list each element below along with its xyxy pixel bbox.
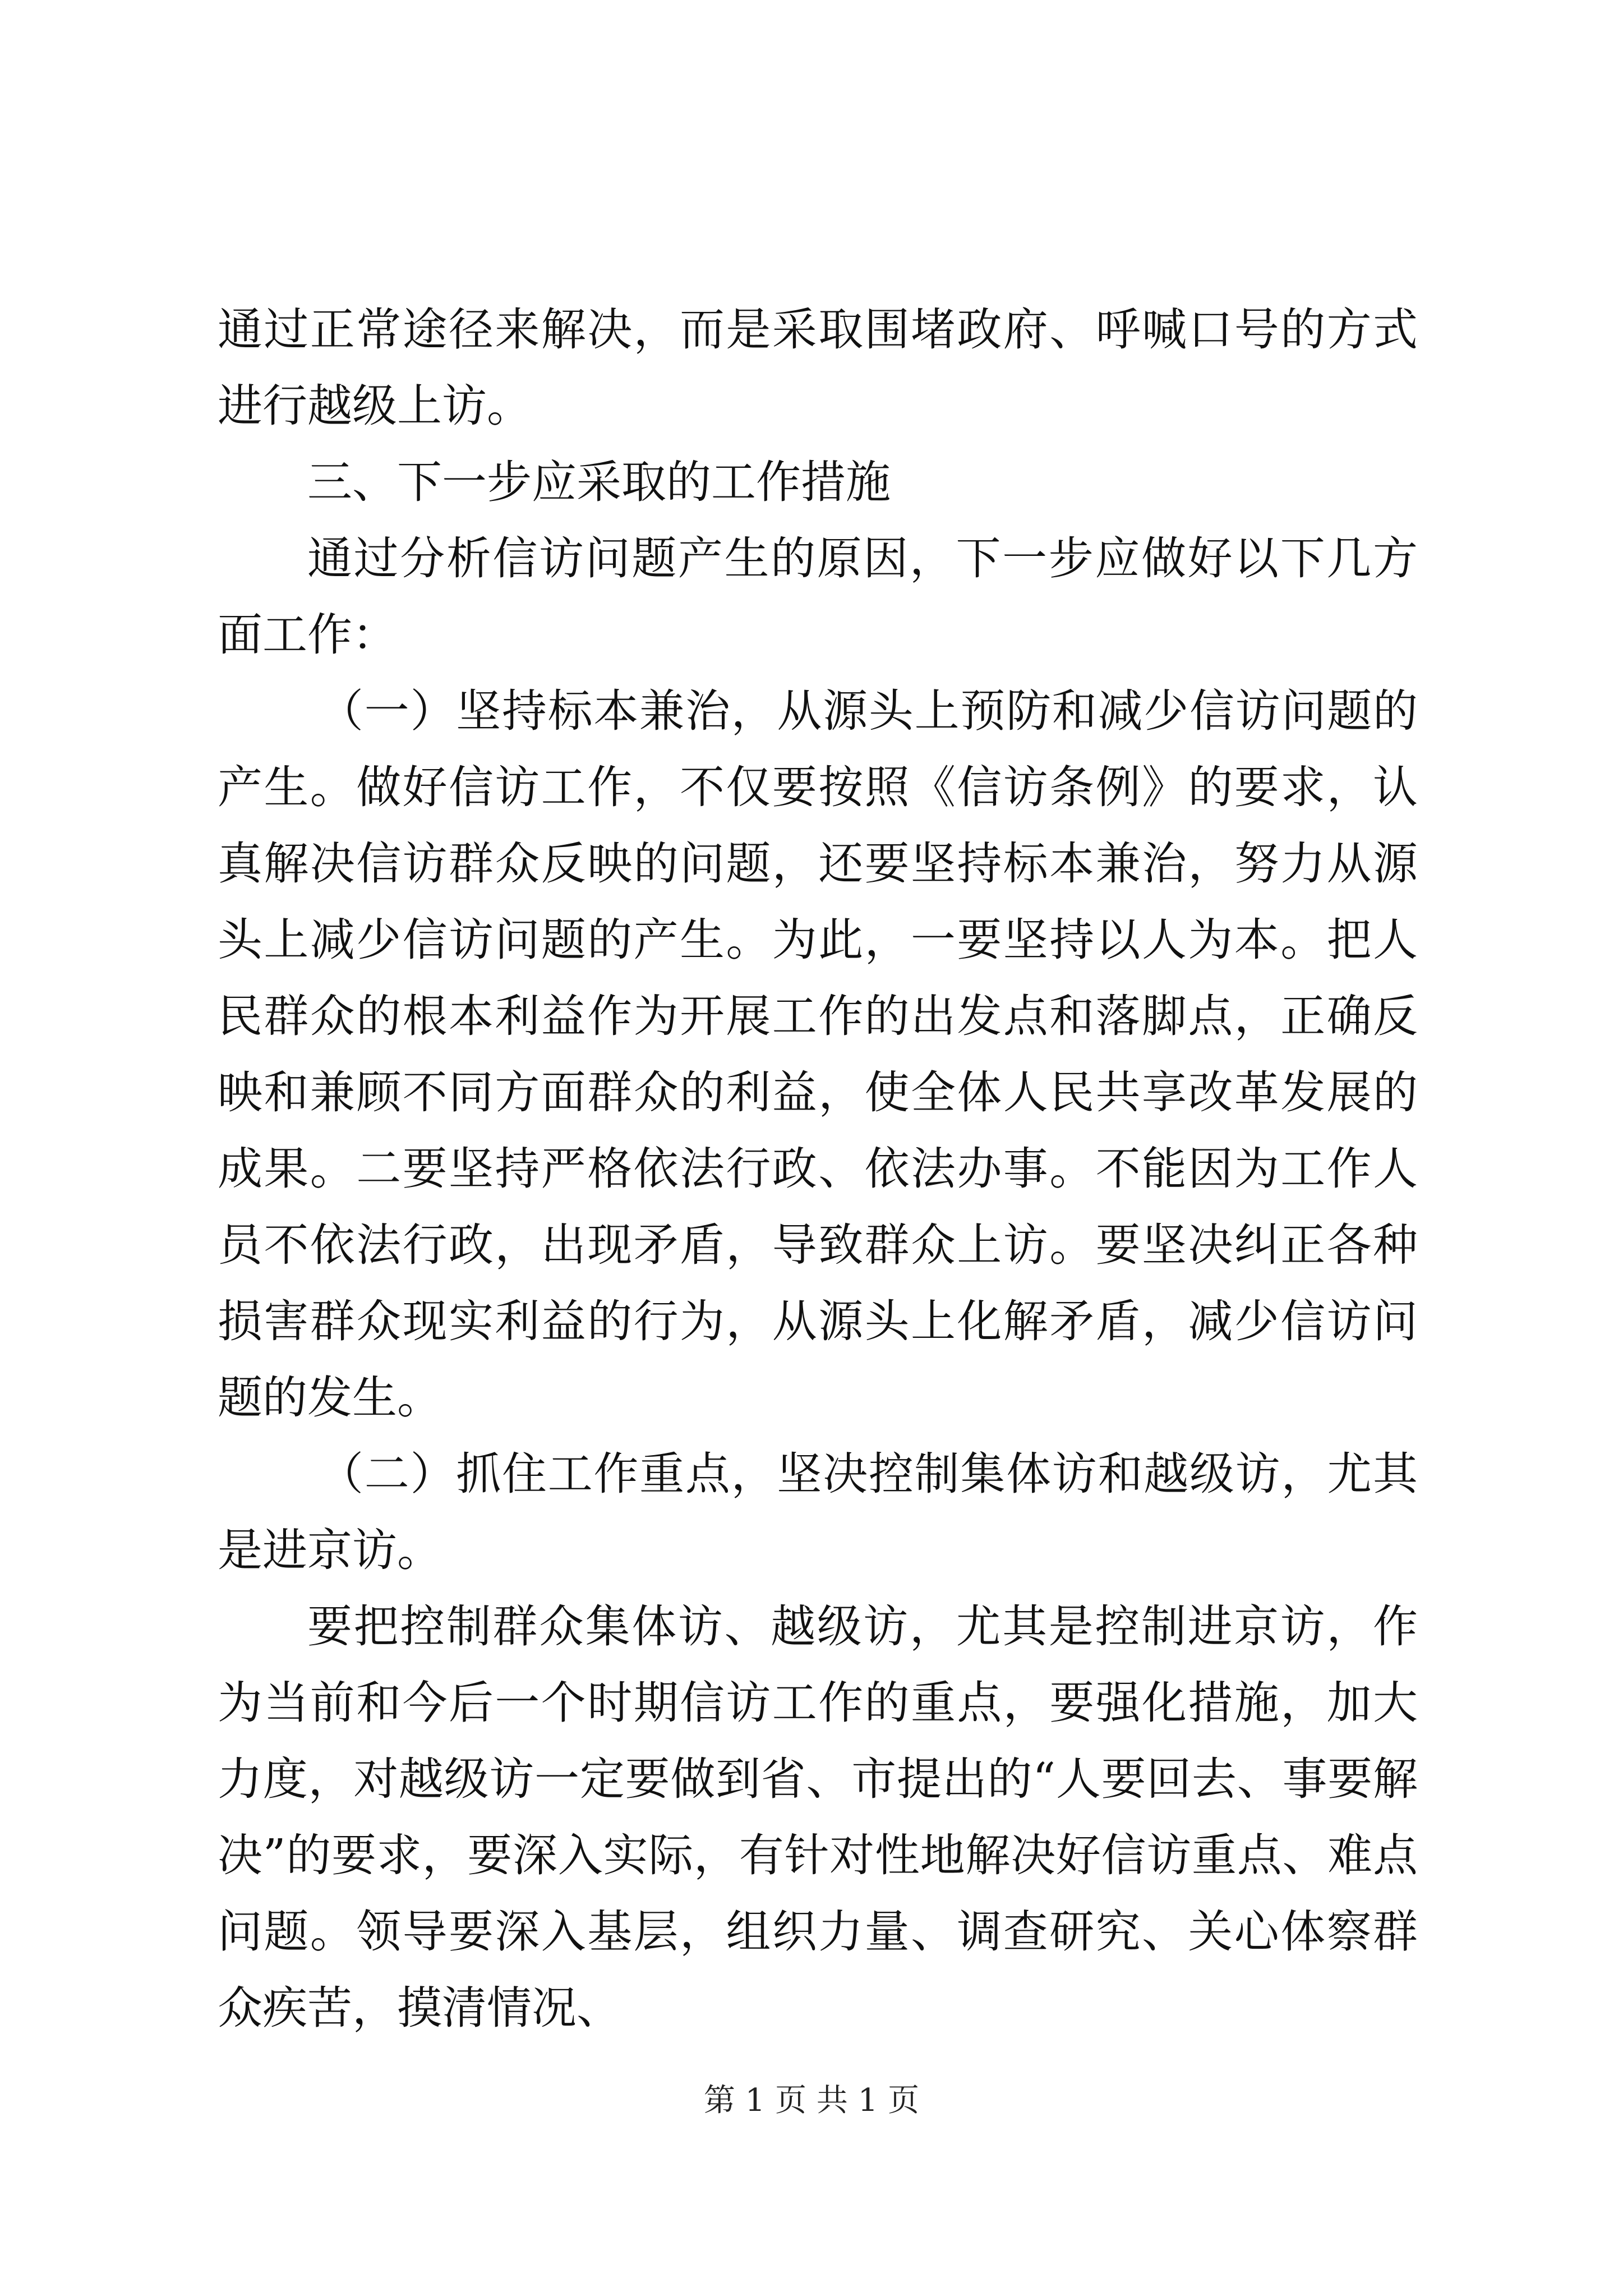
page-number-footer: 第 1 页 共 1 页 <box>703 2082 920 2119</box>
paragraph-measure-one: （一）坚持标本兼治，从源头上预防和减少信访问题的产生。做好信访工作，不仅要按照《信访条例》的要求，认真解决信访群众反映的问题，还要坚持标本兼治，努力从源头上减少信访问题的产生。为此，一要坚持以人为本。把人民群众的根本利益作为开展工作的出发点和落脚点，正确反映和兼顾不同方面群众的利益，使全体人民共享改革发展的成果。二要坚持严格依法行政、依法办事。不能因为工作人员不依法行政，出现矛盾，导致群众上访。要坚决纠正各种损害群众现实利益的行为，从源头上化解矛盾，减少信访问题的发生。 <box>218 685 1418 1424</box>
section-heading: 三、下一步应采取的工作措施 <box>307 456 891 508</box>
paragraph-measure-two-heading: （二）抓住工作重点，坚决控制集体访和越级访，尤其是进京访。 <box>218 1448 1418 1576</box>
document-body <box>218 292 1418 2046</box>
paragraph-intro: 通过分析信访问题产生的原因，下一步应做好以下几方面工作： <box>218 532 1418 661</box>
paragraph-measure-two-body: 要把控制群众集体访、越级访，尤其是控制进京访，作为当前和今后一个时期信访工作的重点，要强化措施，加大力度，对越级访一定要做到省、市提出的“人要回去、事要解决”的要求，要深入实际，有针对性地解决好信访重点、难点问题。领导要深入基层，组织力量、调查研究、关心体察群众疾苦，摸清情况、 <box>218 1600 1418 2034</box>
paragraph-continuation: 通过正常途径来解决，而是采取围堵政府、呼喊口号的方式进行越级上访。 <box>218 303 1418 432</box>
